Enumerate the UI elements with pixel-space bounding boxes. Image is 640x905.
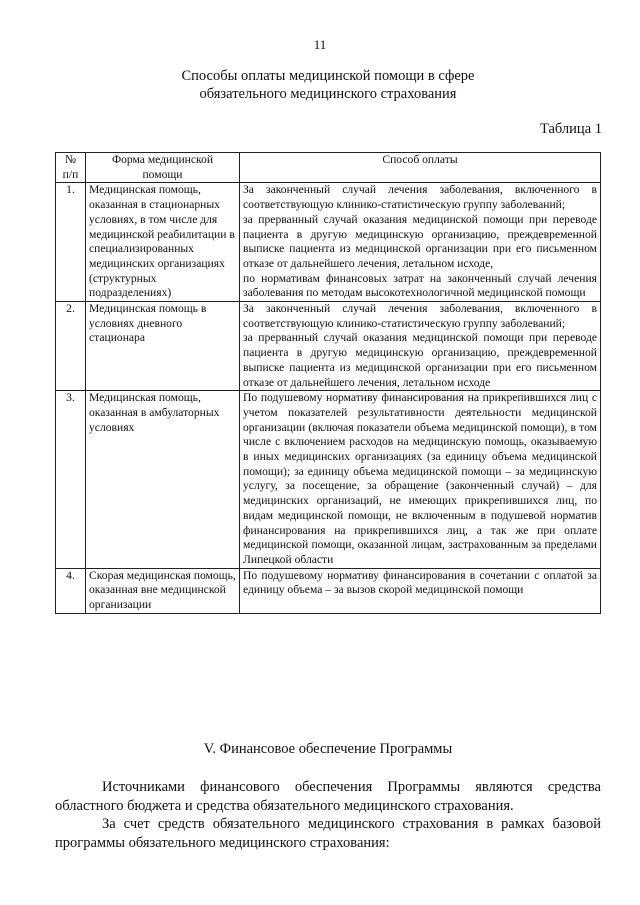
- title-line-1: Способы оплаты медицинской помощи в сфере: [181, 68, 475, 84]
- header-form-line-1: Форма медицинской: [111, 153, 214, 166]
- row-num: 2.: [56, 302, 86, 391]
- method-item: за прерванный случай оказания медицинской помощи при переводе пациента в другую медицинскую организацию, преждевременной выписке пациента из медицинской организации при его письменном отказе от дальнейшего лечения, летальном исходе: [243, 331, 597, 389]
- table-label: Таблица 1: [539, 121, 602, 137]
- table-header-row: [56, 153, 601, 183]
- row-method: [240, 302, 601, 391]
- header-form-line-2: помощи: [142, 167, 183, 181]
- method-item: за прерванный случай оказания медицинской помощи при переводе пациента в другую медицинскую организацию, преждевременной выписке пациента из медицинской организации при его письменном отказе от дальнейшего лечения, летальном исходе,: [243, 212, 597, 270]
- table-row: [56, 391, 601, 568]
- row-num: 4.: [56, 568, 86, 613]
- header-num-line-2: п/п: [62, 167, 79, 181]
- paragraph: [55, 815, 601, 852]
- row-form: Медицинская помощь, оказанная в стационарных условиях, в том числе для медицинской реабилитации в специализированных медицинских организациях (структурных подразделениях): [86, 183, 240, 302]
- table-row: [56, 302, 601, 391]
- method-item: По подушевому нормативу финансирования на прикрепившихся лиц с учетом показателей результативности деятельности медицинской организации (включая показатели объема медицинской помощи), в том числе с включением расходов на медицинскую помощь, оказываемую в иных медицинских организациях (за единицу объема медицинской помощи); за единицу объема медицинской помощи – за медицинскую услугу, за посещение, за обращение (законченный случай) – для медицинских организаций, не имеющих прикрепившихся лиц, по видам медицинской помощи, не включенным в подушевой норматив финансирования на прикрепившихся лиц, а так же при оплате медицинской помощи, оказанной лицам, застрахованным за пределами Липецкой области: [243, 391, 597, 566]
- document-title: [0, 67, 640, 103]
- row-method: [240, 183, 601, 302]
- title-line-2: обязательного медицинского страхования: [199, 86, 457, 102]
- row-form: Скорая медицинская помощь, оказанная вне медицинской организации: [86, 568, 240, 613]
- header-num: [56, 153, 86, 183]
- row-method: [240, 568, 601, 613]
- payment-methods-table: [55, 152, 601, 614]
- method-item: по нормативам финансовых затрат на законченный случай лечения заболевания по методам высокотехнологичной медицинской помощи: [243, 271, 597, 300]
- row-num: 3.: [56, 391, 86, 568]
- row-form: Медицинская помощь, оказанная в амбулаторных условиях: [86, 391, 240, 568]
- method-item: За законченный случай лечения заболевания, включенного в соответствующую клинико-статистическую группу заболеваний;: [243, 183, 597, 212]
- row-form: Медицинская помощь в условиях дневного стационара: [86, 302, 240, 391]
- paragraph: [55, 778, 601, 815]
- paragraph-text: За счет средств обязательного медицинского страхования в рамках базовой программы обязательного медицинского страхования:: [55, 816, 601, 851]
- page-number: 11: [313, 37, 327, 52]
- header-method: Способ оплаты: [240, 153, 601, 183]
- row-num: 1.: [56, 183, 86, 302]
- header-num-line-1: №: [64, 153, 77, 166]
- row-method: [240, 391, 601, 568]
- section-title: V. Финансовое обеспечение Программы: [203, 741, 453, 757]
- header-form: [86, 153, 240, 183]
- method-item: За законченный случай лечения заболевания, включенного в соответствующую клинико-статистическую группу заболеваний;: [243, 302, 597, 330]
- method-item: По подушевому нормативу финансирования в сочетании с оплатой за единицу объема – за вызов скорой медицинской помощи: [243, 568, 597, 597]
- table-row: [56, 568, 601, 613]
- table-row: [56, 183, 601, 302]
- paragraph-text: Источниками финансового обеспечения Программы являются средства областного бюджета и средства обязательного медицинского страхования.: [55, 779, 601, 814]
